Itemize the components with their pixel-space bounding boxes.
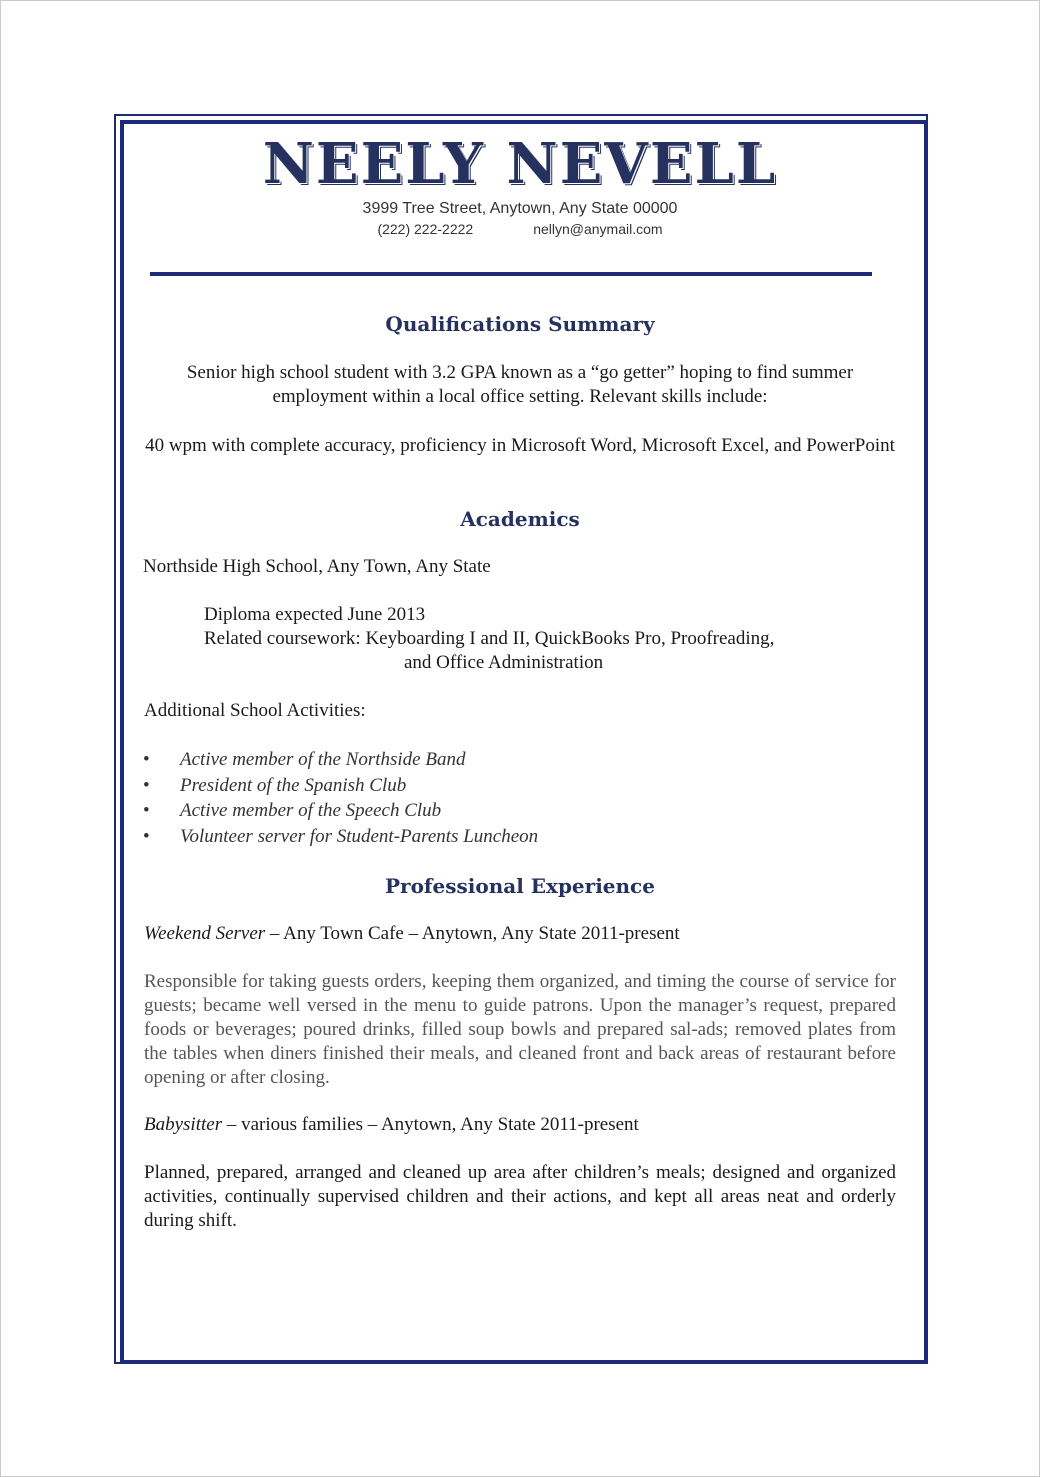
activities-label: Additional School Activities: [144,700,366,721]
job-details: – various families – Anytown, Any State 2011-present [222,1114,639,1135]
job-details: – Any Town Cafe – Anytown, Any State 2011-present [265,923,680,944]
coursework-line-1: Related coursework: Keyboarding I and II, QuickBooks Pro, Proofreading, [204,628,775,649]
job-line [144,1113,639,1137]
coursework-line-2: and Office Administration [404,652,604,673]
qualifications-summary: Senior high school student with 3.2 GPA known as a “go getter” hoping to find summer employment within a local office setting. Relevant skills include: [186,362,854,407]
job-description: Responsible for taking guests orders, keeping them organized, and timing the course of service for guests; became well versed in the menu to guide patrons. Upon the manager’s request, prepared foods or beverages; poured drinks, filled soup bowls and prepared sal-ads; removed plates from the tables when diners finished their meals, and cleaned front and back areas of restaurant before opening or after closing. [144,971,896,1088]
academics-heading: Academics [460,507,580,531]
phone: (222) 222-2222 [377,221,474,237]
job-description: Planned, prepared, arranged and cleaned up area after children’s meals; designed and organized activities, continually supervised children and their actions, and kept all areas neat and orderly during shift. [144,1162,896,1231]
list-item: • Active member of the Northside Band [143,747,538,773]
activities-list [143,747,538,849]
list-item: • President of the Spanish Club [143,773,538,799]
school-name: Northside High School, Any Town, Any State [143,556,491,577]
diploma: Diploma expected June 2013 [204,604,426,625]
job-line [144,922,680,946]
list-item: • Active member of the Speech Club [143,798,538,824]
experience-heading: Professional Experience [385,874,655,898]
qualifications-heading: Qualifications Summary [385,312,655,336]
job-title: Weekend Server [144,923,266,944]
header-divider [150,272,872,276]
resume-name: NEELY NEVELL [262,131,778,197]
contact-line [0,221,1040,237]
address: 3999 Tree Street, Anytown, Any State 00000 [362,200,678,217]
email: nellyn@anymail.com [533,221,663,237]
job-title: Babysitter [144,1114,223,1135]
list-item: • Volunteer server for Student-Parents Luncheon [143,824,538,850]
qualifications-skills: 40 wpm with complete accuracy, proficiency in Microsoft Word, Microsoft Excel, and PowerPoint [145,435,895,456]
